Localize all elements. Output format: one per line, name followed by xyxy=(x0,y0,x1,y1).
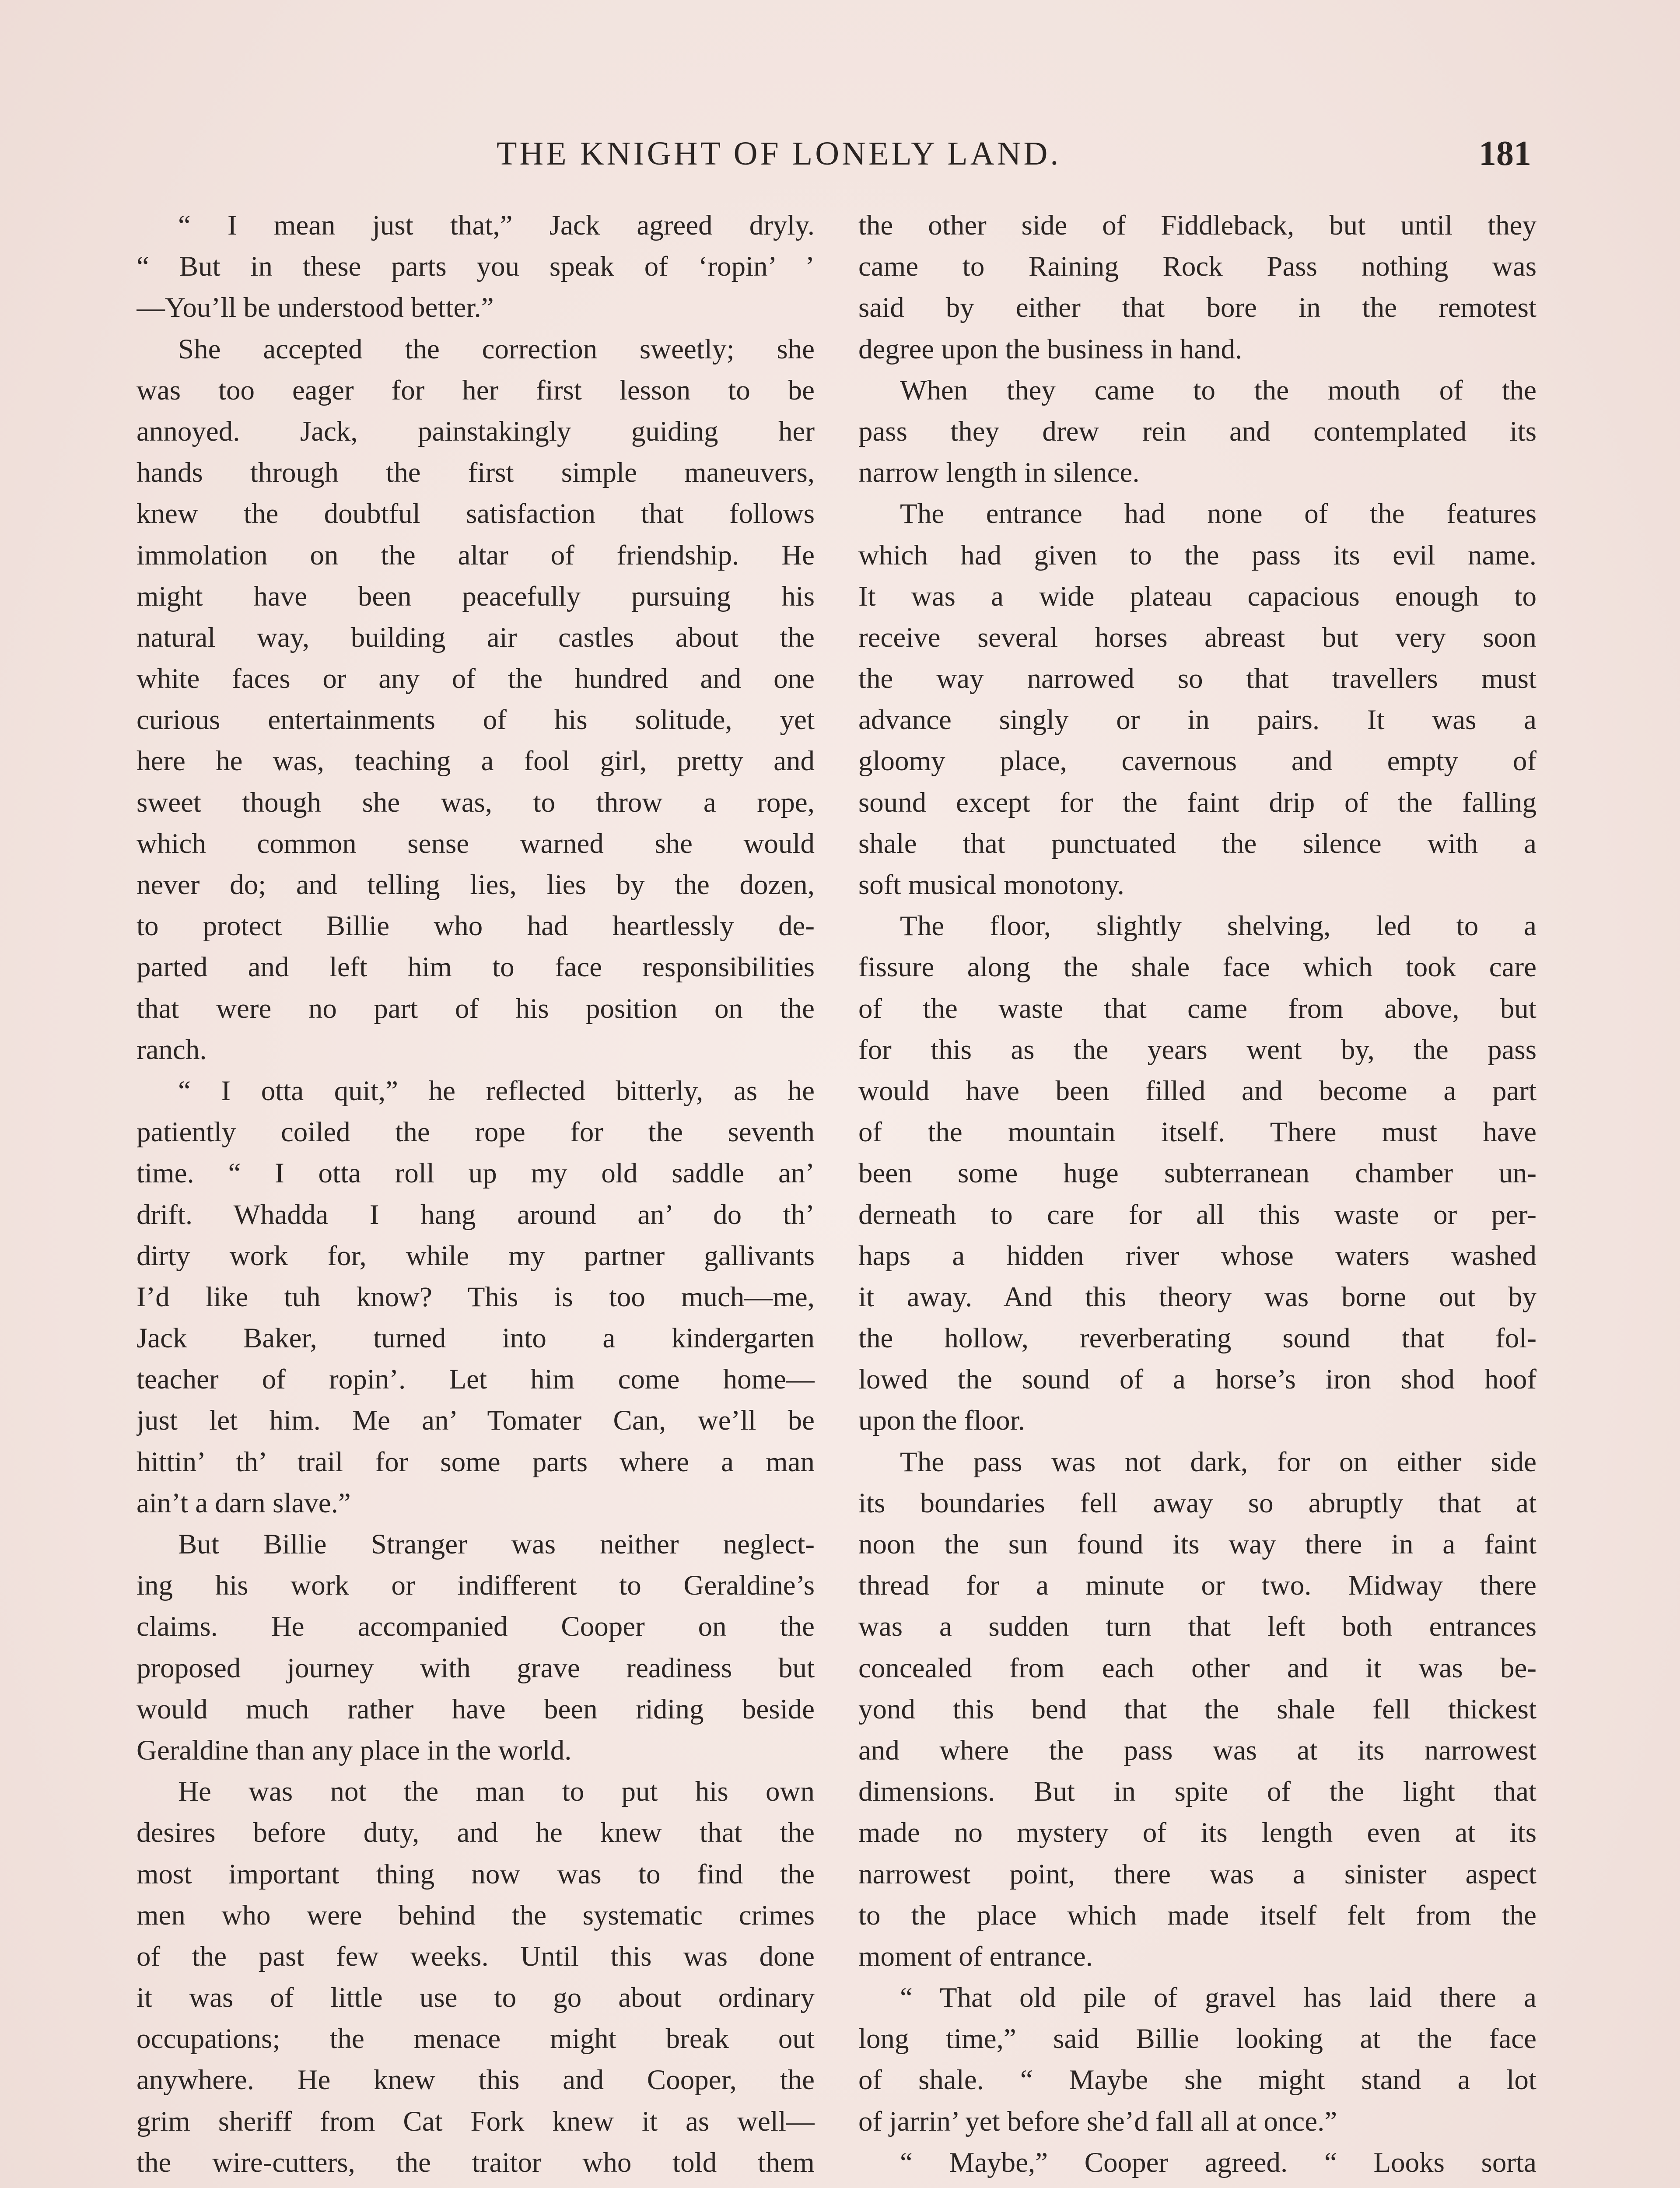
text-line: moment of entrance. xyxy=(858,1940,1093,1972)
text-line: ain’t a darn slave.” xyxy=(136,1487,351,1519)
text-line: derneath to care for all this waste or per- xyxy=(858,1199,1536,1231)
text-line: thread for a minute or two. Midway there xyxy=(858,1570,1536,1602)
text-line: hands through the first simple maneuvers, xyxy=(136,457,815,489)
text-line: most important thing now was to find the xyxy=(136,1858,815,1890)
text-line: “ I mean just that,” Jack agreed dryly. xyxy=(178,210,815,241)
text-line: here he was, teaching a fool girl, pretty and xyxy=(136,745,815,777)
text-line: time. “ I otta roll up my old saddle an’ xyxy=(136,1157,815,1189)
text-line: to protect Billie who had heartlessly de- xyxy=(136,910,815,942)
text-line: drift. Whadda I hang around an’ do th’ xyxy=(136,1199,815,1231)
text-line: shale that punctuated the silence with a xyxy=(858,828,1536,859)
text-line: The entrance had none of the features xyxy=(900,498,1536,530)
text-line: But Billie Stranger was neither neglect- xyxy=(178,1529,815,1560)
text-line: hittin’ th’ trail for some parts where a man xyxy=(136,1446,815,1478)
text-line: receive several horses abreast but very soon xyxy=(858,621,1536,653)
text-line: soft musical monotony. xyxy=(858,869,1124,901)
text-line: dimensions. But in spite of the light that xyxy=(858,1776,1536,1808)
text-line: annoyed. Jack, painstakingly guiding her xyxy=(136,415,815,447)
text-line: “ Maybe,” Cooper agreed. “ Looks sorta xyxy=(900,2146,1536,2178)
text-line: of the mountain itself. There must have xyxy=(858,1116,1536,1148)
text-line: made no mystery of its length even at its xyxy=(858,1817,1536,1849)
running-head: THE KNIGHT OF LONELY LAND. xyxy=(497,135,1061,172)
text-line: the other side of Fiddleback, but until they xyxy=(858,210,1536,241)
text-line: fissure along the shale face which took care xyxy=(858,951,1536,983)
text-column-right xyxy=(858,205,1536,2188)
text-line: to the place which made itself felt from the xyxy=(858,1899,1536,1931)
text-line: dirty work for, while my partner gallivants xyxy=(136,1240,815,1272)
text-line: which had given to the pass its evil name. xyxy=(858,539,1536,571)
text-line: parted and left him to face responsibilities xyxy=(136,951,815,983)
text-line: never do; and telling lies, lies by the dozen, xyxy=(136,869,815,901)
text-line: for this as the years went by, the pass xyxy=(858,1034,1536,1066)
text-line: proposed journey with grave readiness but xyxy=(136,1652,815,1684)
text-line: of shale. “ Maybe she might stand a lot xyxy=(858,2064,1536,2096)
text-line: and where the pass was at its narrowest xyxy=(858,1734,1536,1766)
text-line: immolation on the altar of friendship. He xyxy=(136,539,815,571)
text-line xyxy=(858,2183,1536,2188)
text-line: just let him. Me an’ Tomater Can, we’ll be xyxy=(136,1405,815,1437)
text-line: the way narrowed so that travellers must xyxy=(858,663,1536,695)
text-line: upon the floor. xyxy=(858,1405,1025,1437)
text-line: been some huge subterranean chamber un- xyxy=(858,1157,1536,1189)
text-line: gloomy place, cavernous and empty of xyxy=(858,745,1536,777)
text-line: pass they drew rein and contemplated its xyxy=(858,415,1536,447)
text-line: its boundaries fell away so abruptly that at xyxy=(858,1487,1536,1519)
text-line: I’d like tuh know? This is too much—me, xyxy=(136,1281,815,1313)
text-line: The floor, slightly shelving, led to a xyxy=(900,910,1536,942)
text-line: patiently coiled the rope for the seventh xyxy=(136,1116,815,1148)
text-line: lowed the sound of a horse’s iron shod hoof xyxy=(858,1364,1536,1396)
text-line: grim sheriff from Cat Fork knew it as well— xyxy=(136,2105,815,2137)
text-line: might have been peacefully pursuing his xyxy=(136,580,815,612)
text-line: teacher of ropin’. Let him come home— xyxy=(136,1364,815,1396)
text-line: of jarrin’ yet before she’d fall all at once.” xyxy=(858,2105,1337,2137)
text-line: yond this bend that the shale fell thickest xyxy=(858,1693,1536,1725)
text-line: She accepted the correction sweetly; she xyxy=(178,333,815,365)
text-line: that were no part of his position on the xyxy=(136,992,815,1024)
text-line: narrowest point, there was a sinister aspect xyxy=(858,1858,1536,1890)
text-line: which common sense warned she would xyxy=(136,828,815,859)
text-line: natural way, building air castles about the xyxy=(136,621,815,653)
text-line: When they came to the mouth of the xyxy=(900,374,1536,406)
text-line: the wire-cutters, the traitor who told them xyxy=(136,2146,815,2178)
text-line: “ That old pile of gravel has laid there a xyxy=(900,1982,1536,2014)
text-line: said by either that bore in the remotest xyxy=(858,292,1536,324)
text-line: ranch. xyxy=(136,1034,207,1066)
text-line: anywhere. He knew this and Cooper, the xyxy=(136,2064,815,2096)
text-line: white faces or any of the hundred and one xyxy=(136,663,815,695)
text-line: Geraldine than any place in the world. xyxy=(136,1734,572,1766)
text-line: desires before duty, and he knew that the xyxy=(136,1817,815,1849)
text-column-left xyxy=(136,205,815,2188)
text-line: was too eager for her first lesson to be xyxy=(136,374,815,406)
text-line: occupations; the menace might break out xyxy=(136,2023,815,2055)
text-line: ing his work or indifferent to Geraldine’s xyxy=(136,1570,815,1602)
text-line: It was a wide plateau capacious enough to xyxy=(858,580,1536,612)
text-line: narrow length in silence. xyxy=(858,457,1140,489)
text-line: it away. And this theory was borne out by xyxy=(858,1281,1536,1313)
text-line: would much rather have been riding beside xyxy=(136,1693,815,1725)
text-line: “ But in these parts you speak of ‘ropin’ ’ xyxy=(136,251,815,283)
text-line: curious entertainments of his solitude, yet xyxy=(136,704,815,736)
text-line: noon the sun found its way there in a faint xyxy=(858,1529,1536,1560)
text-line: of the past few weeks. Until this was done xyxy=(136,1940,815,1972)
text-line: would have been filled and become a part xyxy=(858,1075,1536,1107)
text-line: it was of little use to go about ordinary xyxy=(136,1982,815,2014)
text-line: “ I otta quit,” he reflected bitterly, as he xyxy=(178,1075,815,1107)
text-line: men who were behind the systematic crimes xyxy=(136,1899,815,1931)
text-line xyxy=(136,2183,815,2188)
text-line: haps a hidden river whose waters washed xyxy=(858,1240,1536,1272)
text-line: long time,” said Billie looking at the face xyxy=(858,2023,1536,2055)
text-line: degree upon the business in hand. xyxy=(858,333,1242,365)
text-line: concealed from each other and it was be- xyxy=(858,1652,1536,1684)
text-line: of the waste that came from above, but xyxy=(858,992,1536,1024)
text-line: knew the doubtful satisfaction that follows xyxy=(136,498,815,530)
text-line: was a sudden turn that left both entrances xyxy=(858,1611,1536,1643)
text-line: sweet though she was, to throw a rope, xyxy=(136,786,815,818)
text-line: came to Raining Rock Pass nothing was xyxy=(858,251,1536,283)
text-line: —You’ll be understood better.” xyxy=(136,292,494,324)
text-line: the hollow, reverberating sound that fol- xyxy=(858,1322,1536,1354)
text-line: The pass was not dark, for on either side xyxy=(900,1446,1536,1478)
text-line: Jack Baker, turned into a kindergarten xyxy=(136,1322,815,1354)
text-line: He was not the man to put his own xyxy=(178,1776,815,1808)
text-line: claims. He accompanied Cooper on the xyxy=(136,1611,815,1643)
text-line: sound except for the faint drip of the falling xyxy=(858,786,1536,818)
page-header xyxy=(136,130,1531,178)
text-line: advance singly or in pairs. It was a xyxy=(858,704,1536,736)
page-number: 181 xyxy=(1479,134,1531,173)
